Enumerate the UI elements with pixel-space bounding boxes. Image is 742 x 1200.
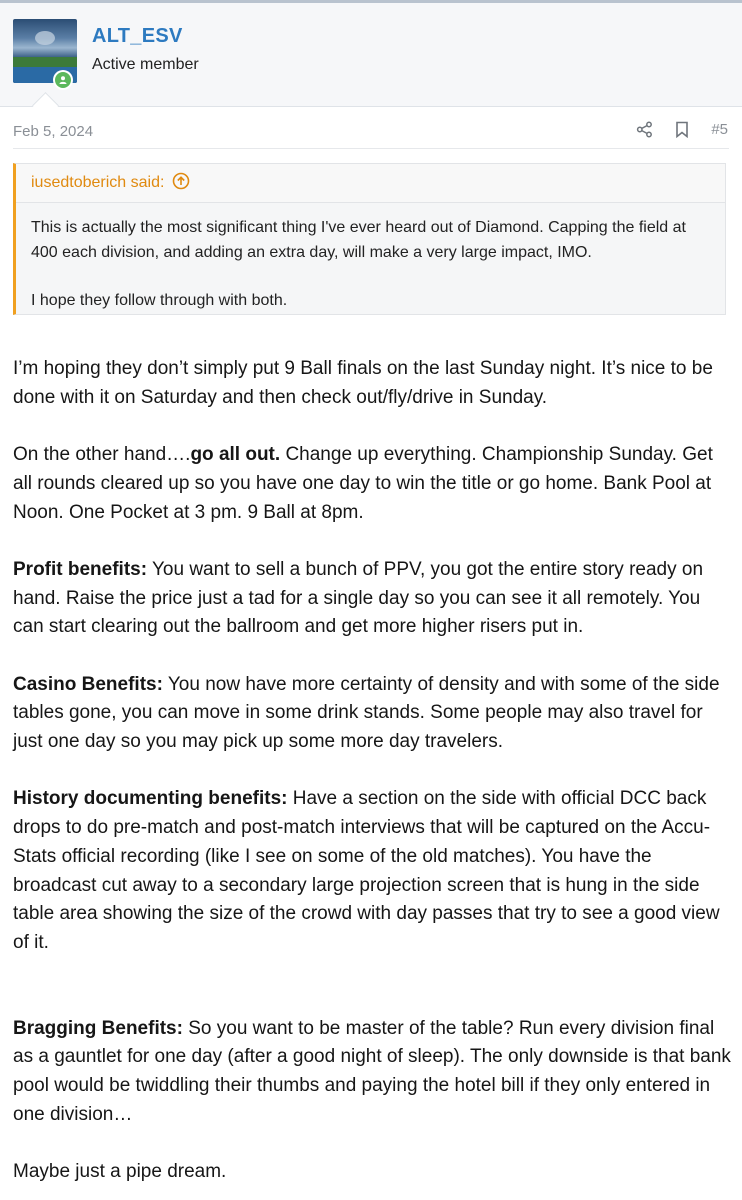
bold-text: Profit benefits: <box>13 558 148 580</box>
text-span: So you want to be master of the table? Run every division final as a gauntlet for one day (after a good night of sleep). The only downside is that bank pool would be twiddling their thumbs and paying the hotel bill if they only entered in one division… <box>13 1017 731 1125</box>
username-link[interactable]: ALT_ESV <box>92 25 183 47</box>
text-span: Change up everything. Championship Sunday. Get all rounds cleared up so you have one day to win the title or go home. Bank Pool at Noon. One Pocket at 3 pm. 9 Ball at 8pm. <box>13 444 713 523</box>
text-span: On the other hand…. <box>13 444 191 466</box>
body-paragraph <box>13 785 731 957</box>
post-user-header <box>0 3 742 107</box>
post-date[interactable]: Feb 5, 2024 <box>13 123 94 140</box>
post-number-link[interactable]: #5 <box>711 121 728 138</box>
bookmark-icon[interactable] <box>675 121 689 138</box>
bold-text: go all out. <box>190 444 281 466</box>
body-paragraph <box>13 671 731 757</box>
body-paragraph <box>13 1015 731 1130</box>
arrow-up-circle-icon[interactable] <box>172 172 190 195</box>
body-paragraph <box>13 556 731 642</box>
quote-header[interactable] <box>16 164 725 203</box>
meta-divider <box>13 148 729 149</box>
bold-text: Bragging Benefits: <box>13 1017 183 1039</box>
user-online-icon <box>53 70 73 90</box>
body-paragraph: I’m hoping they don’t simply put 9 Ball finals on the last Sunday night. It’s nice to be done with it on Saturday and then check out/fly/drive in Sunday. <box>13 358 713 408</box>
text-span: You now have more certainty of density and with some of the side tables gone, you can move in some drink stands. Some people may also travel for just one day so you may pick up some more day travelers. <box>13 673 720 753</box>
body-paragraph <box>13 441 731 527</box>
post-body <box>13 355 731 1187</box>
quote-block <box>13 163 726 315</box>
quote-content <box>16 203 725 313</box>
share-icon[interactable] <box>636 121 653 138</box>
bold-text: Casino Benefits: <box>13 673 163 695</box>
quote-paragraph: This is actually the most significant thing I've ever heard out of Diamond. Capping the field at 400 each division, and adding an extra day, will make a very large impact, IMO. <box>31 219 686 261</box>
text-span: Have a section on the side with official DCC back drops to do pre-match and post-match interviews that will be captured on the Accu-Stats official recording (like I see on some of the old matches). You have the broadcast cut away to a secondary large projection screen that is hung in the side table area showing the size of the crowd with day passes that try to see a good view of it. <box>13 788 720 953</box>
text-span: You want to sell a bunch of PPV, you got the entire story ready on hand. Raise the price just a tad for a single day so you can see it all remotely. You can start clearing out the ballroom and get more higher risers put in. <box>13 558 704 638</box>
post-actions <box>636 121 728 138</box>
bold-text: History documenting benefits: <box>13 788 288 810</box>
user-title: Active member <box>92 56 199 73</box>
body-paragraph: Maybe just a pipe dream. <box>13 1161 227 1183</box>
quote-paragraph: I hope they follow through with both. <box>31 292 288 309</box>
quote-author[interactable]: iusedtoberich said: <box>31 174 165 191</box>
